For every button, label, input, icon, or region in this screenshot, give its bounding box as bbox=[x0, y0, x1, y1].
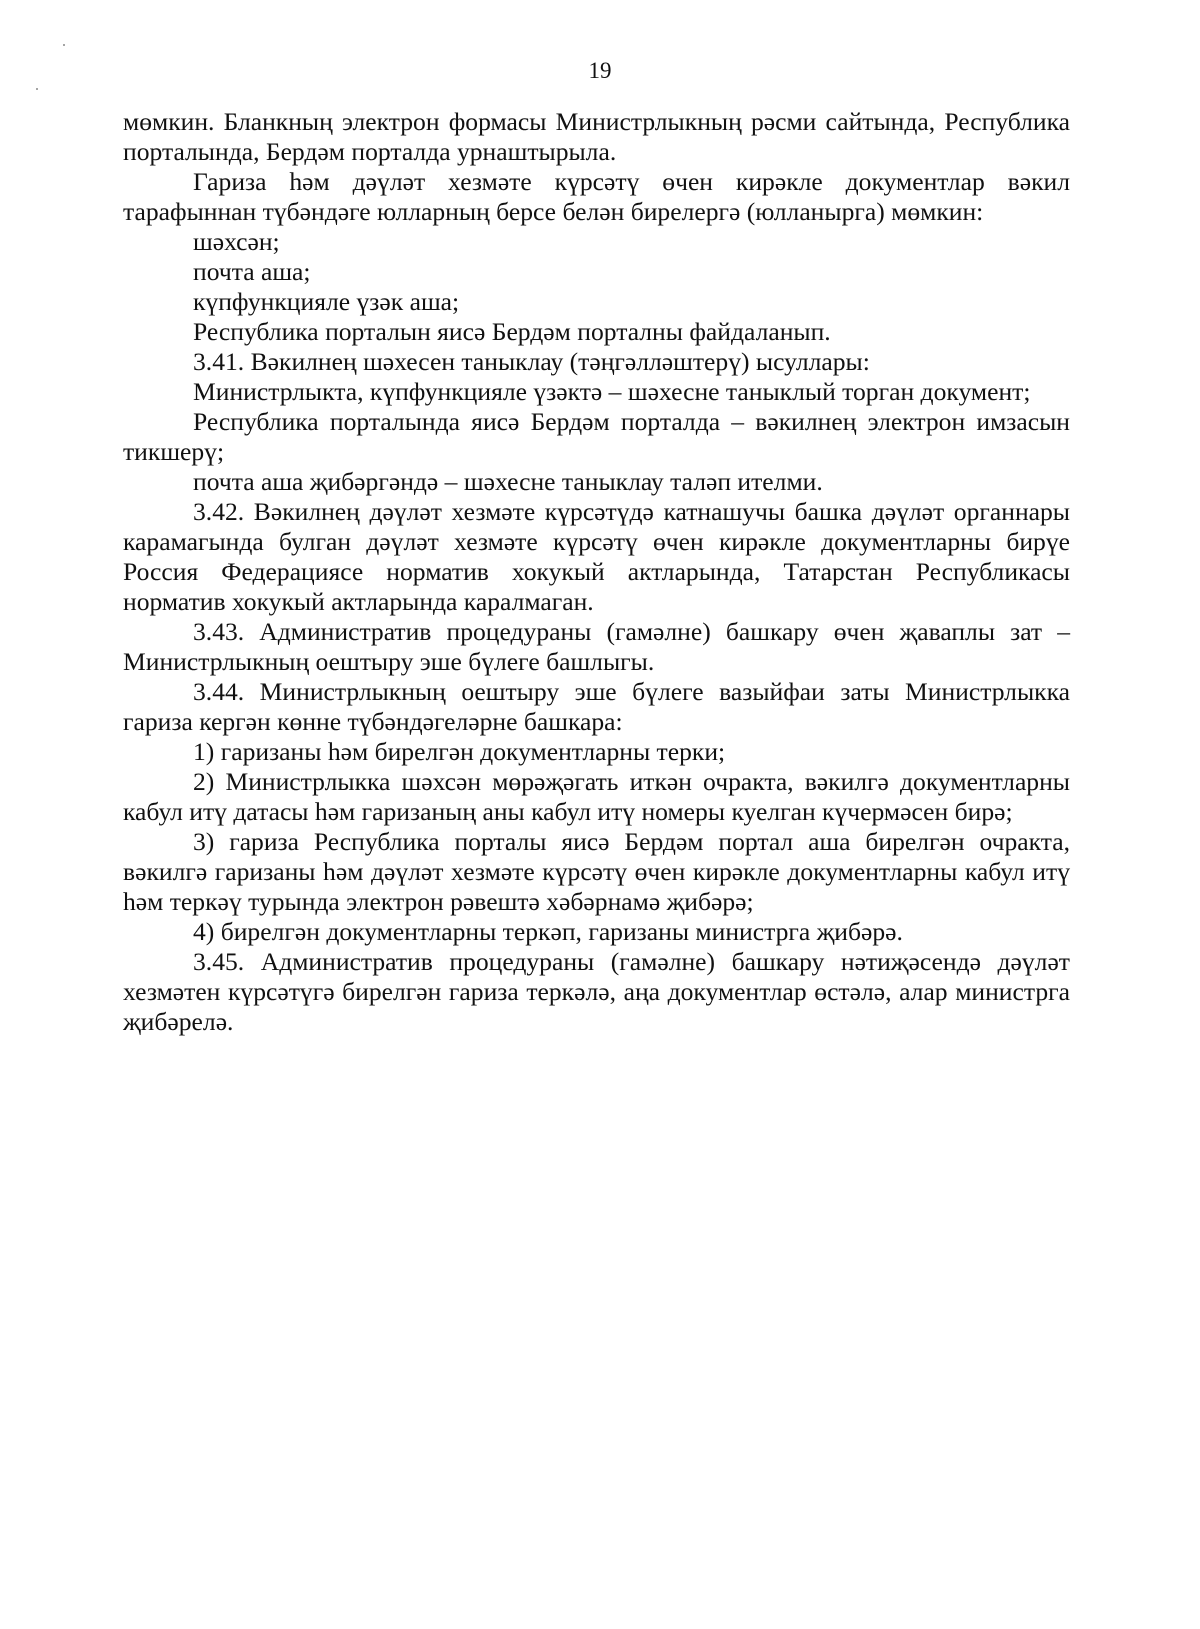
list-item: 1) гаризаны һәм бирелгән документларны терки; bbox=[193, 737, 726, 766]
list-item: 4) бирелгән документларны теркәп, гаризаны министрга җибәрә. bbox=[193, 917, 903, 946]
paragraph: Гариза һәм дәүләт хезмәте күрсәтү өчен кирәкле документлар вәкил тарафыннан түбәндәге юлларның берсе белән бирелергә (юлланырга) мөмкин: bbox=[123, 167, 1070, 226]
scan-speck bbox=[36, 88, 38, 90]
list-item: Республика порталын яисә Бердәм порталны файдаланып. bbox=[193, 317, 831, 346]
paragraph: мөмкин. Бланкның электрон формасы Министрлыкның рәсми сайтында, Республика порталында, Бердәм порталда урнаштырыла. bbox=[123, 107, 1070, 166]
paragraph: Республика порталында яисә Бердәм порталда – вәкилнең электрон имзасын тикшерү; bbox=[123, 407, 1070, 466]
page-number: 19 bbox=[588, 58, 612, 83]
paragraph: почта аша җибәргәндә – шәхесне таныклау таләп ителми. bbox=[193, 467, 823, 496]
list-item: 3) гариза Республика порталы яисә Бердәм портал аша бирелгән очракта, вәкилгә гаризаны һәм дәүләт хезмәте күрсәтү өчен кирәкле документларны кабул итү һәм теркәү турында электрон рәвештә хәбәрнамә җибәрә; bbox=[123, 827, 1070, 916]
list-item: почта аша; bbox=[193, 257, 311, 286]
section-3-43: 3.43. Административ процедураны (гамәлне) башкару өчен җаваплы зат – Министрлыкның оештыру эше бүлеге башлыгы. bbox=[123, 617, 1070, 676]
document-body bbox=[123, 107, 1070, 1037]
list-item: күпфункцияле үзәк аша; bbox=[193, 287, 460, 316]
section-3-44: 3.44. Министрлыкның оештыру эше бүлеге вазыйфаи заты Министрлыкка гариза кергән көнне түбәндәгеләрне башкара: bbox=[123, 677, 1070, 736]
paragraph: Министрлыкта, күпфункцияле үзәктә – шәхесне таныклый торган документ; bbox=[193, 377, 1031, 406]
scan-speck bbox=[63, 44, 65, 46]
list-item: шәхсән; bbox=[193, 227, 280, 256]
section-3-45: 3.45. Административ процедураны (гамәлне) башкару нәтиҗәсендә дәүләт хезмәтен күрсәтүгә бирелгән гариза теркәлә, аңа документлар өстәлә, алар министрга җибәрелә. bbox=[123, 947, 1070, 1036]
list-item: 2) Министрлыкка шәхсән мөрәҗәгать иткән очракта, вәкилгә документларны кабул итү датасы һәм гаризаның аны кабул итү номеры куелган күчермәсен бирә; bbox=[123, 767, 1070, 826]
section-3-42: 3.42. Вәкилнең дәүләт хезмәте күрсәтүдә катнашучы башка дәүләт органнары карамагында булган дәүләт хезмәте күрсәтү өчен кирәкле документларны бирүе Россия Федерациясе норматив хокукый актларында, Татарстан Республикасы норматив хокукый актларында каралмаган. bbox=[123, 497, 1070, 616]
section-3-41: 3.41. Вәкилнең шәхесен таныклау (тәңгәлләштерү) ысуллары: bbox=[193, 347, 870, 376]
